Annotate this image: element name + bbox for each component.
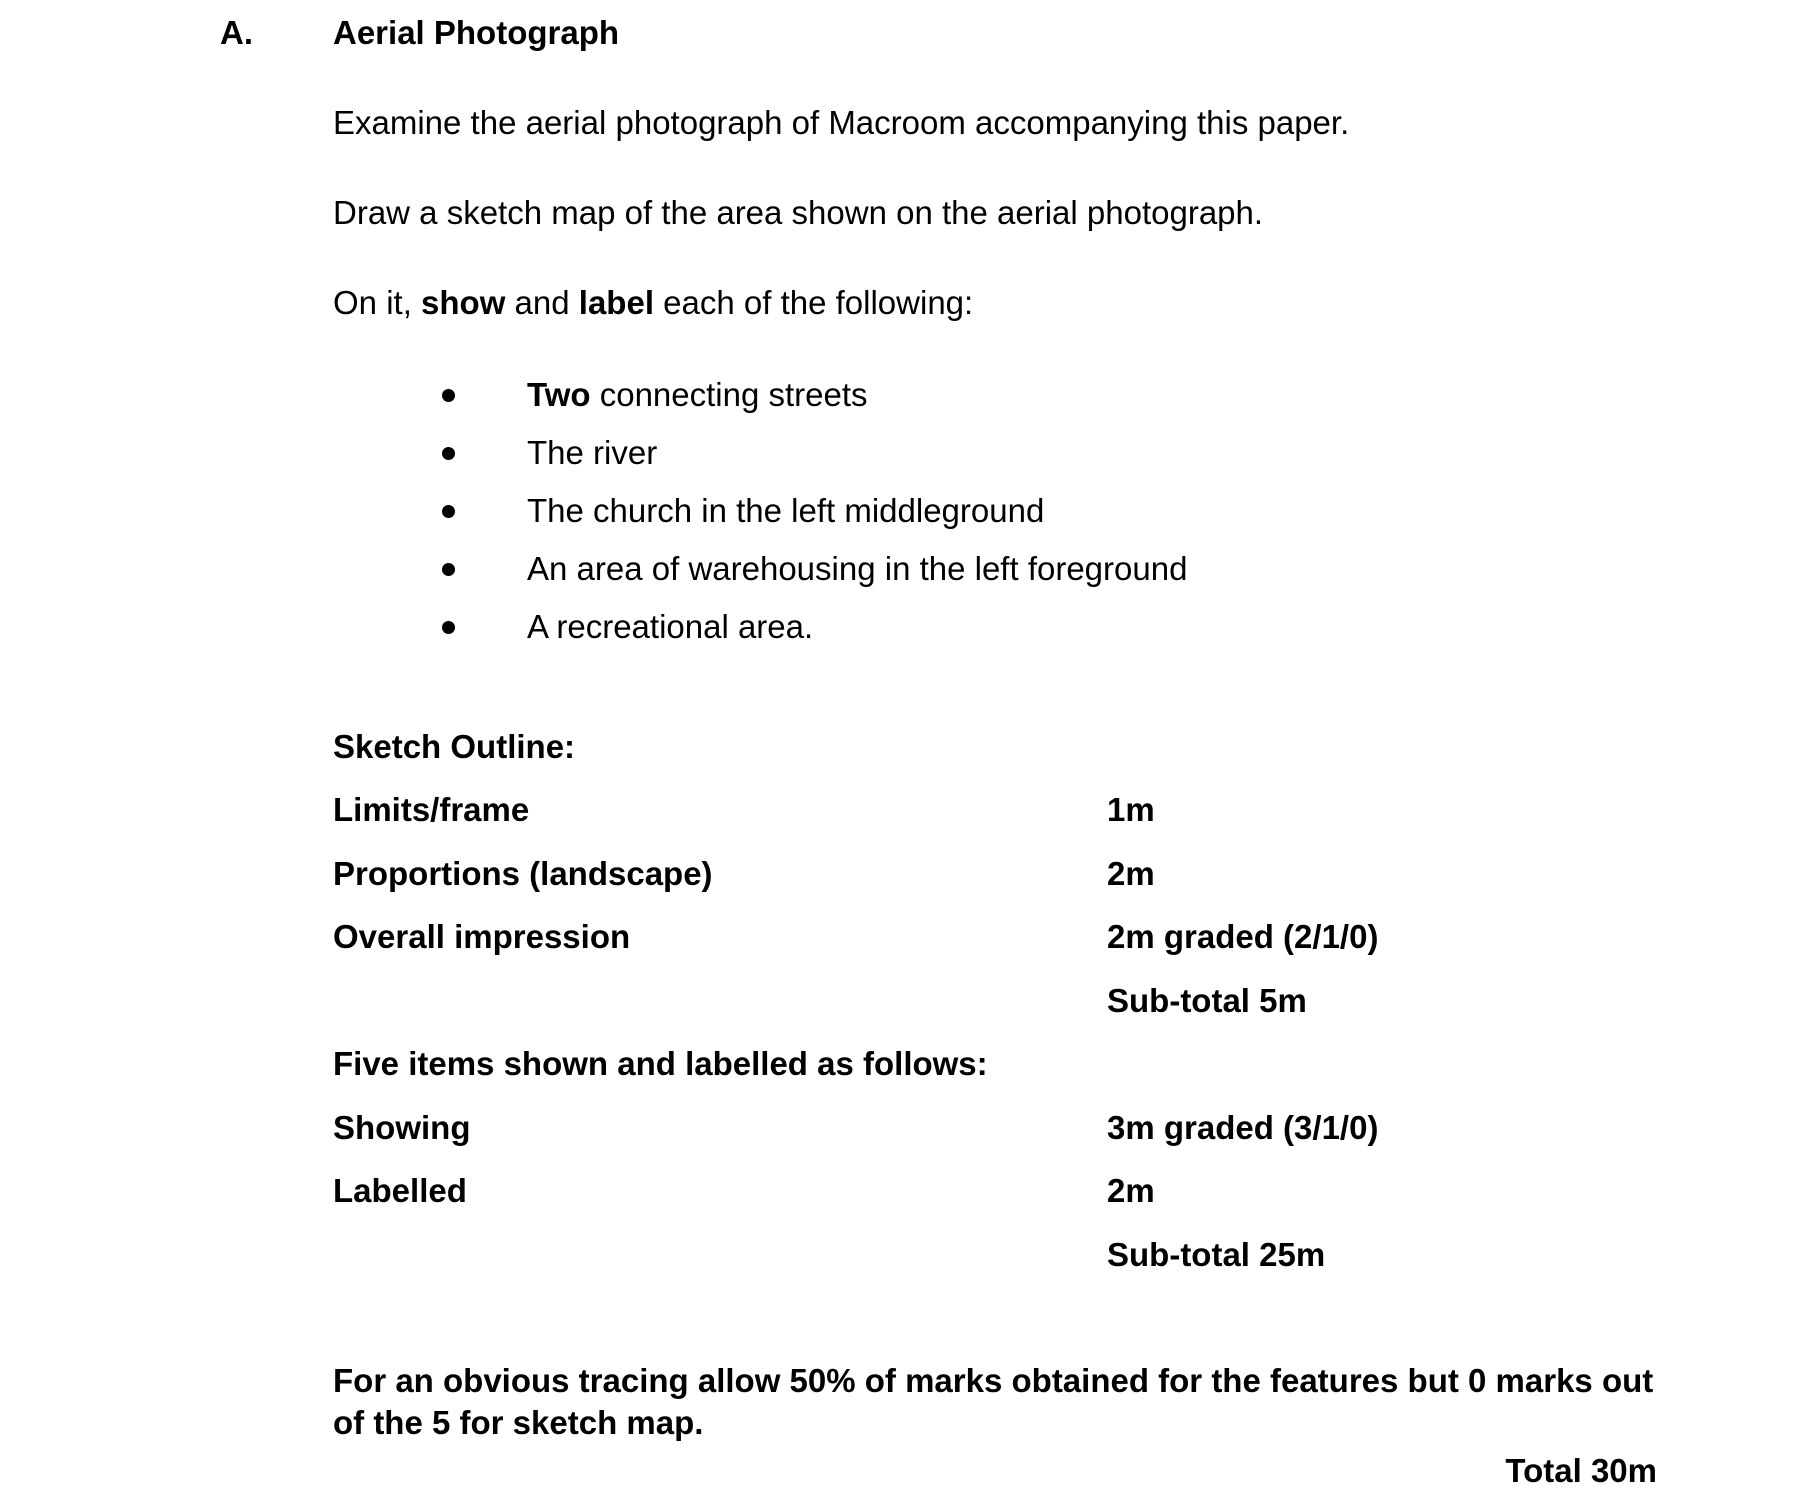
marking-row-value: 2m [1107,1172,1155,1209]
marking-row-value: 1m [1107,791,1155,828]
subtotal-items: Sub-total 25m [1107,1236,1326,1273]
marking-row-label: Showing [333,1109,471,1146]
tracing-note-line2: of the 5 for sketch map. [333,1404,704,1441]
list-item-emphasis: Two [527,376,591,413]
section-title: Aerial Photograph [333,14,620,51]
section-letter: A. [220,14,253,51]
instruction-emphasis-label: label [578,284,654,321]
list-item [527,375,868,415]
list-item [527,491,1044,531]
marking-row-value: 3m graded (3/1/0) [1107,1109,1379,1146]
list-item-text: An area of warehousing in the left foreground [527,550,1188,587]
instruction-text: and [505,284,579,321]
list-item-text: A recreational area. [527,608,814,645]
bullet-icon [442,389,455,402]
instruction-emphasis-show: show [421,284,506,321]
instruction-examine: Examine the aerial photograph of Macroom accompanying this paper. [333,104,1350,141]
marking-row-value: 2m graded (2/1/0) [1107,918,1379,955]
list-item [527,549,1187,589]
sketch-outline-heading: Sketch Outline: [333,728,576,765]
total-marks: Total 30m [1505,1452,1657,1489]
marking-row-label: Proportions (landscape) [333,855,713,892]
list-item [527,607,813,647]
bullet-icon [442,563,455,576]
items-heading: Five items shown and labelled as follows: [333,1045,988,1082]
marking-row-label: Limits/frame [333,791,530,828]
list-item [527,433,657,473]
subtotal-sketch: Sub-total 5m [1107,982,1307,1019]
list-item-text: The church in the left middleground [527,492,1045,529]
list-item-text: The river [527,434,658,471]
instruction-show-label [333,283,973,323]
marking-row-label: Overall impression [333,918,631,955]
instruction-text: On it, [333,284,422,321]
marking-row-value: 2m [1107,855,1155,892]
bullet-icon [442,447,455,460]
list-item-text: connecting streets [590,376,868,413]
instruction-text: each of the following: [653,284,974,321]
bullet-icon [442,505,455,518]
tracing-note-line1: For an obvious tracing allow 50% of marks obtained for the features but 0 marks out [333,1362,1654,1399]
marking-row-label: Labelled [333,1172,467,1209]
instruction-draw: Draw a sketch map of the area shown on the aerial photograph. [333,194,1264,231]
bullet-icon [442,621,455,634]
